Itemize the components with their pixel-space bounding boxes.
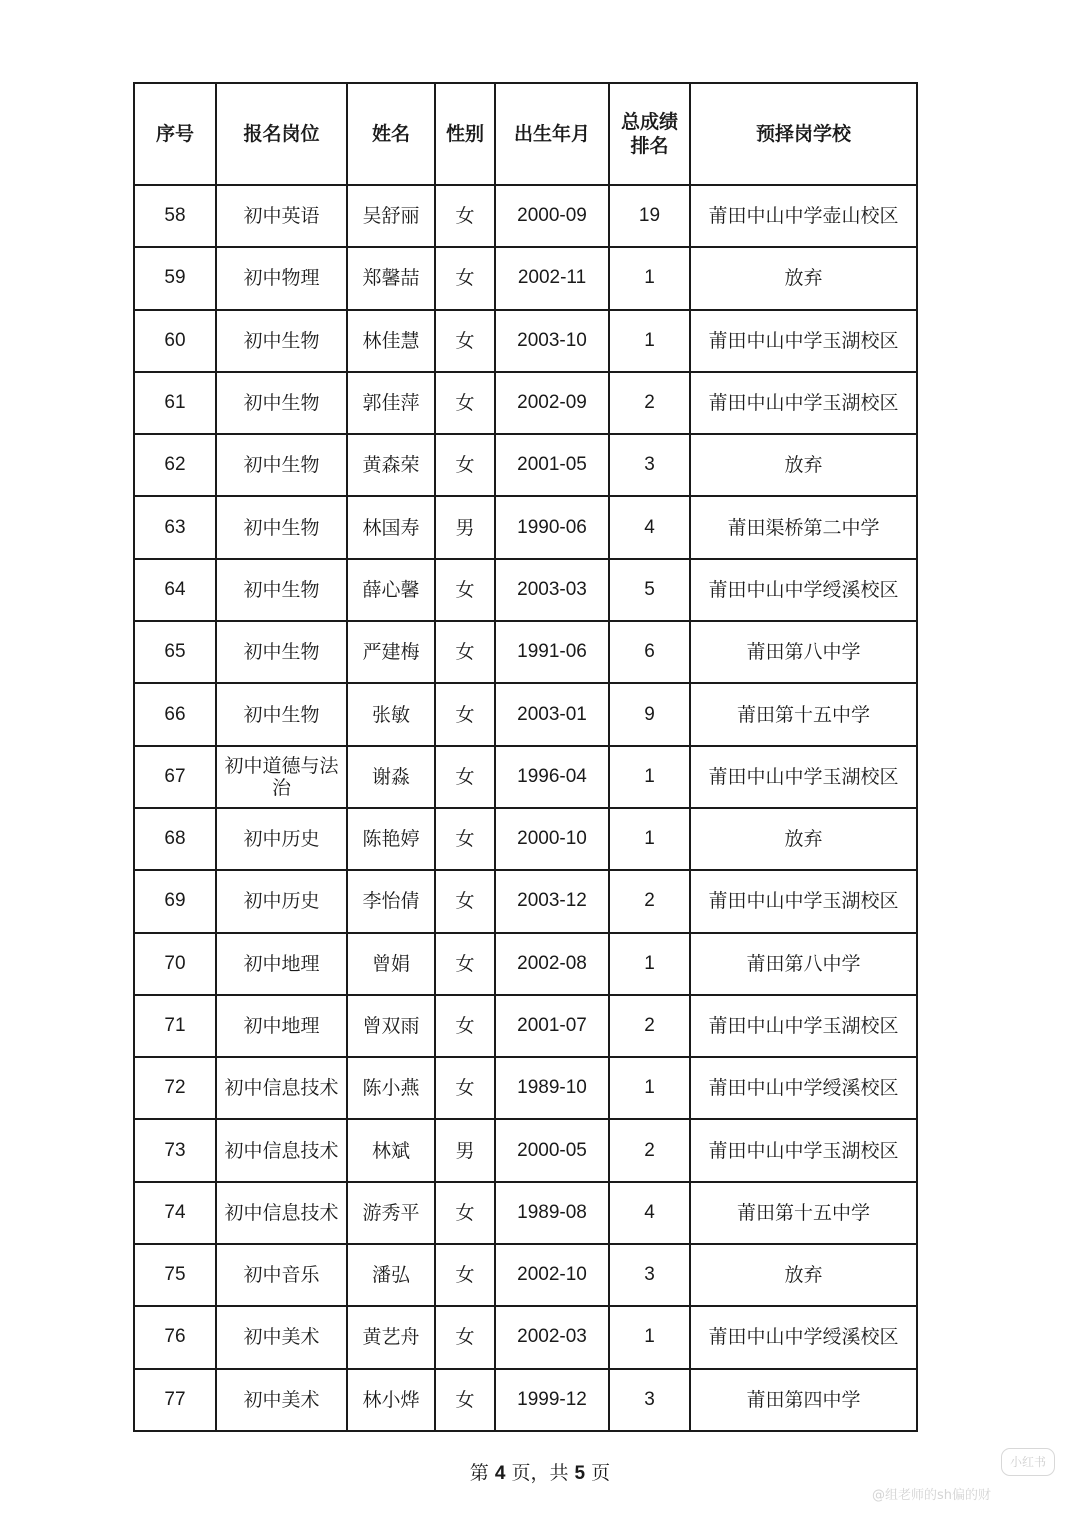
cell-school: 莆田中山中学玉湖校区 [690, 746, 917, 808]
footer-prefix: 第 [469, 1462, 489, 1484]
cell-gender: 女 [435, 1369, 495, 1431]
cell-rank: 3 [609, 1369, 690, 1431]
header-rank-line2: 排名 [630, 135, 669, 157]
cell-name: 黄艺舟 [347, 1306, 435, 1368]
cell-seq: 60 [134, 310, 216, 372]
cell-position: 初中信息技术 [216, 1182, 347, 1244]
table-row [134, 683, 917, 745]
cell-name: 游秀平 [347, 1182, 435, 1244]
cell-name: 潘弘 [347, 1244, 435, 1306]
table-row [134, 1119, 917, 1181]
cell-birth: 1989-10 [495, 1057, 609, 1119]
cell-name: 林小烨 [347, 1369, 435, 1431]
cell-position: 初中地理 [216, 933, 347, 995]
cell-position: 初中信息技术 [216, 1057, 347, 1119]
header-position: 报名岗位 [216, 83, 347, 185]
cell-birth: 2003-12 [495, 870, 609, 932]
cell-rank: 2 [609, 372, 690, 434]
cell-name: 李怡倩 [347, 870, 435, 932]
candidate-table [133, 82, 918, 1432]
cell-position: 初中生物 [216, 434, 347, 496]
cell-birth: 1999-12 [495, 1369, 609, 1431]
cell-position: 初中历史 [216, 870, 347, 932]
cell-name: 林佳慧 [347, 310, 435, 372]
footer-suffix: 页 [591, 1462, 611, 1484]
table-row [134, 434, 917, 496]
cell-school: 莆田第十五中学 [690, 683, 917, 745]
cell-gender: 女 [435, 1306, 495, 1368]
cell-seq: 69 [134, 870, 216, 932]
cell-name: 谢淼 [347, 746, 435, 808]
footer-mid: 页，共 [511, 1462, 569, 1484]
watermark-badge: 小红书 [1001, 1448, 1055, 1476]
table-row [134, 496, 917, 558]
cell-gender: 女 [435, 995, 495, 1057]
cell-gender: 女 [435, 808, 495, 870]
cell-gender: 男 [435, 1119, 495, 1181]
cell-school: 莆田中山中学绶溪校区 [690, 1306, 917, 1368]
cell-position: 初中生物 [216, 310, 347, 372]
cell-school: 放弃 [690, 434, 917, 496]
cell-rank: 1 [609, 310, 690, 372]
cell-name: 吴舒丽 [347, 185, 435, 247]
cell-gender: 女 [435, 372, 495, 434]
cell-birth: 1991-06 [495, 621, 609, 683]
header-school: 预择岗学校 [690, 83, 917, 185]
cell-gender: 女 [435, 683, 495, 745]
cell-school: 莆田中山中学玉湖校区 [690, 310, 917, 372]
cell-birth: 2003-10 [495, 310, 609, 372]
cell-birth: 2003-03 [495, 559, 609, 621]
cell-seq: 64 [134, 559, 216, 621]
cell-rank: 19 [609, 185, 690, 247]
cell-position: 初中生物 [216, 559, 347, 621]
cell-gender: 女 [435, 434, 495, 496]
footer-total-pages: 5 [574, 1463, 586, 1484]
cell-seq: 67 [134, 746, 216, 808]
cell-seq: 77 [134, 1369, 216, 1431]
cell-name: 郑馨喆 [347, 247, 435, 309]
cell-gender: 女 [435, 1057, 495, 1119]
cell-rank: 2 [609, 870, 690, 932]
cell-rank: 3 [609, 1244, 690, 1306]
cell-name: 严建梅 [347, 621, 435, 683]
cell-seq: 73 [134, 1119, 216, 1181]
cell-seq: 66 [134, 683, 216, 745]
cell-position: 初中历史 [216, 808, 347, 870]
table-row [134, 933, 917, 995]
cell-name: 张敏 [347, 683, 435, 745]
cell-school: 莆田渠桥第二中学 [690, 496, 917, 558]
cell-position: 初中道德与法治 [216, 746, 347, 808]
table-row [134, 1182, 917, 1244]
header-seq: 序号 [134, 83, 216, 185]
cell-name: 陈小燕 [347, 1057, 435, 1119]
cell-position: 初中物理 [216, 247, 347, 309]
table-row [134, 621, 917, 683]
cell-school: 莆田中山中学绶溪校区 [690, 559, 917, 621]
cell-rank: 3 [609, 434, 690, 496]
cell-name: 曾娟 [347, 933, 435, 995]
table-row [134, 1057, 917, 1119]
cell-seq: 70 [134, 933, 216, 995]
cell-position: 初中英语 [216, 185, 347, 247]
cell-rank: 4 [609, 1182, 690, 1244]
table-row [134, 310, 917, 372]
cell-name: 郭佳萍 [347, 372, 435, 434]
cell-seq: 59 [134, 247, 216, 309]
table-row [134, 808, 917, 870]
cell-seq: 75 [134, 1244, 216, 1306]
cell-birth: 2002-03 [495, 1306, 609, 1368]
cell-position: 初中生物 [216, 496, 347, 558]
table-row [134, 559, 917, 621]
cell-rank: 1 [609, 247, 690, 309]
cell-name: 林国寿 [347, 496, 435, 558]
cell-school: 莆田第八中学 [690, 933, 917, 995]
header-gender: 性别 [435, 83, 495, 185]
cell-birth: 2001-07 [495, 995, 609, 1057]
cell-seq: 71 [134, 995, 216, 1057]
cell-gender: 女 [435, 746, 495, 808]
cell-rank: 4 [609, 496, 690, 558]
cell-school: 放弃 [690, 808, 917, 870]
page-footer [0, 1458, 1080, 1485]
table-row [134, 185, 917, 247]
cell-birth: 2002-09 [495, 372, 609, 434]
header-name: 姓名 [347, 83, 435, 185]
footer-page-number: 4 [494, 1463, 506, 1484]
table-header [134, 83, 917, 185]
cell-birth: 1990-06 [495, 496, 609, 558]
cell-name: 黄森荣 [347, 434, 435, 496]
cell-seq: 58 [134, 185, 216, 247]
cell-seq: 61 [134, 372, 216, 434]
cell-school: 莆田第四中学 [690, 1369, 917, 1431]
cell-school: 放弃 [690, 247, 917, 309]
cell-rank: 1 [609, 746, 690, 808]
watermark-text: @组老师的sh偏的财 [872, 1488, 992, 1503]
table-row [134, 870, 917, 932]
cell-position: 初中信息技术 [216, 1119, 347, 1181]
cell-birth: 1996-04 [495, 746, 609, 808]
cell-school: 莆田第十五中学 [690, 1182, 917, 1244]
cell-gender: 女 [435, 1244, 495, 1306]
cell-birth: 2000-10 [495, 808, 609, 870]
table-row [134, 1244, 917, 1306]
cell-rank: 1 [609, 1306, 690, 1368]
header-row [134, 83, 917, 185]
cell-school: 莆田中山中学玉湖校区 [690, 995, 917, 1057]
cell-birth: 2002-11 [495, 247, 609, 309]
cell-name: 薛心馨 [347, 559, 435, 621]
cell-seq: 63 [134, 496, 216, 558]
table-row [134, 1306, 917, 1368]
cell-school: 莆田中山中学玉湖校区 [690, 870, 917, 932]
cell-seq: 68 [134, 808, 216, 870]
cell-rank: 1 [609, 933, 690, 995]
cell-gender: 女 [435, 185, 495, 247]
cell-gender: 女 [435, 621, 495, 683]
header-birth: 出生年月 [495, 83, 609, 185]
cell-birth: 2003-01 [495, 683, 609, 745]
cell-name: 陈艳婷 [347, 808, 435, 870]
cell-birth: 2002-08 [495, 933, 609, 995]
cell-name: 曾双雨 [347, 995, 435, 1057]
cell-seq: 74 [134, 1182, 216, 1244]
table-row [134, 247, 917, 309]
cell-position: 初中生物 [216, 372, 347, 434]
cell-school: 莆田中山中学玉湖校区 [690, 1119, 917, 1181]
cell-gender: 女 [435, 559, 495, 621]
cell-birth: 2002-10 [495, 1244, 609, 1306]
cell-birth: 2000-05 [495, 1119, 609, 1181]
cell-school: 莆田第八中学 [690, 621, 917, 683]
cell-birth: 2000-09 [495, 185, 609, 247]
cell-school: 莆田中山中学玉湖校区 [690, 372, 917, 434]
cell-position: 初中生物 [216, 683, 347, 745]
table-row [134, 372, 917, 434]
table-row [134, 995, 917, 1057]
cell-school: 莆田中山中学绶溪校区 [690, 1057, 917, 1119]
header-rank-line1: 总成绩 [620, 111, 678, 133]
cell-rank: 9 [609, 683, 690, 745]
cell-rank: 6 [609, 621, 690, 683]
cell-rank: 1 [609, 808, 690, 870]
cell-position: 初中音乐 [216, 1244, 347, 1306]
cell-rank: 1 [609, 1057, 690, 1119]
cell-position: 初中美术 [216, 1369, 347, 1431]
cell-gender: 女 [435, 870, 495, 932]
cell-position: 初中生物 [216, 621, 347, 683]
cell-school: 莆田中山中学壶山校区 [690, 185, 917, 247]
cell-birth: 2001-05 [495, 434, 609, 496]
cell-gender: 女 [435, 310, 495, 372]
cell-position: 初中地理 [216, 995, 347, 1057]
cell-seq: 65 [134, 621, 216, 683]
cell-position: 初中美术 [216, 1306, 347, 1368]
header-rank [609, 83, 690, 185]
cell-seq: 62 [134, 434, 216, 496]
table-row [134, 746, 917, 808]
cell-rank: 2 [609, 1119, 690, 1181]
cell-name: 林斌 [347, 1119, 435, 1181]
cell-seq: 76 [134, 1306, 216, 1368]
cell-gender: 男 [435, 496, 495, 558]
table-row [134, 1369, 917, 1431]
cell-gender: 女 [435, 933, 495, 995]
cell-rank: 5 [609, 559, 690, 621]
cell-seq: 72 [134, 1057, 216, 1119]
cell-gender: 女 [435, 1182, 495, 1244]
table-body [134, 185, 917, 1431]
cell-school: 放弃 [690, 1244, 917, 1306]
cell-birth: 1989-08 [495, 1182, 609, 1244]
cell-gender: 女 [435, 247, 495, 309]
cell-rank: 2 [609, 995, 690, 1057]
